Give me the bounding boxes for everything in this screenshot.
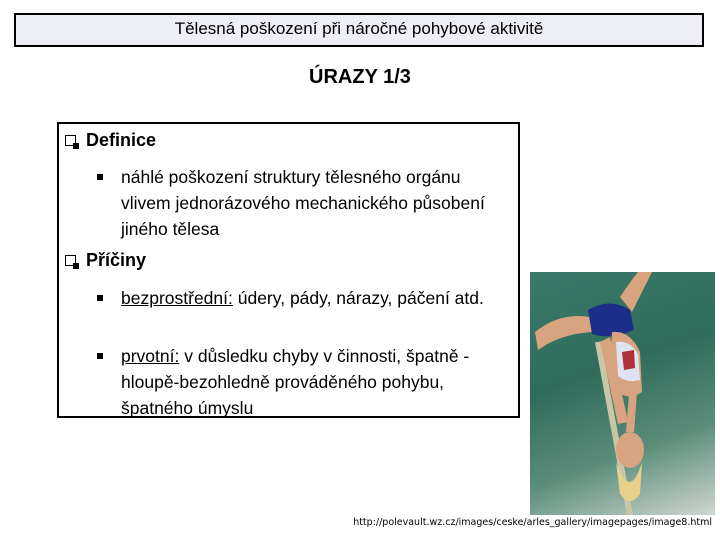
list-item: [97, 343, 502, 421]
leg-shape: [620, 272, 652, 312]
item-key: prvotní:: [121, 346, 180, 366]
item-text: [121, 343, 502, 421]
square-bullet-icon: [97, 174, 103, 180]
item-value: v důsledku chyby v činnosti, špatně -hloupě-bezohledně prováděného pohybu, špatného úmyslu: [121, 346, 470, 418]
square-bullet-icon: [97, 295, 103, 301]
item-key: bezprostřední:: [121, 288, 233, 308]
square-bullet-icon: [97, 353, 103, 359]
slide-header: [14, 13, 704, 47]
list-item: [97, 164, 502, 242]
checkbox-bullet-icon: [65, 255, 76, 266]
item-text: náhlé poškození struktury tělesného orgánu vlivem jednorázového mechanického působení jiného tělesa: [121, 167, 485, 239]
head-shape: [616, 432, 644, 468]
leg-shape: [535, 316, 592, 350]
pole-vault-photo: [530, 272, 715, 515]
shorts-shape: [588, 304, 634, 337]
athlete-illustration: [530, 272, 715, 515]
list-item: [97, 285, 502, 311]
section-priciny: [65, 250, 146, 271]
item-value: údery, pády, nárazy, páčení atd.: [232, 288, 484, 308]
section-definice: [65, 130, 156, 151]
slide-title: ÚRAZY 1/3: [309, 66, 411, 88]
content-box: [57, 122, 520, 418]
section-label: Definice: [86, 130, 157, 150]
checkbox-bullet-icon: [65, 135, 76, 146]
photo-caption: http://polevault.wz.cz/images/ceske/arles_gallery/imagepages/image8.html: [353, 517, 712, 528]
top-flag-shape: [622, 350, 635, 370]
header-text: Tělesná poškození při náročné pohybové aktivitě: [174, 19, 544, 38]
item-text: [121, 285, 484, 311]
section-label: Příčiny: [86, 250, 147, 270]
